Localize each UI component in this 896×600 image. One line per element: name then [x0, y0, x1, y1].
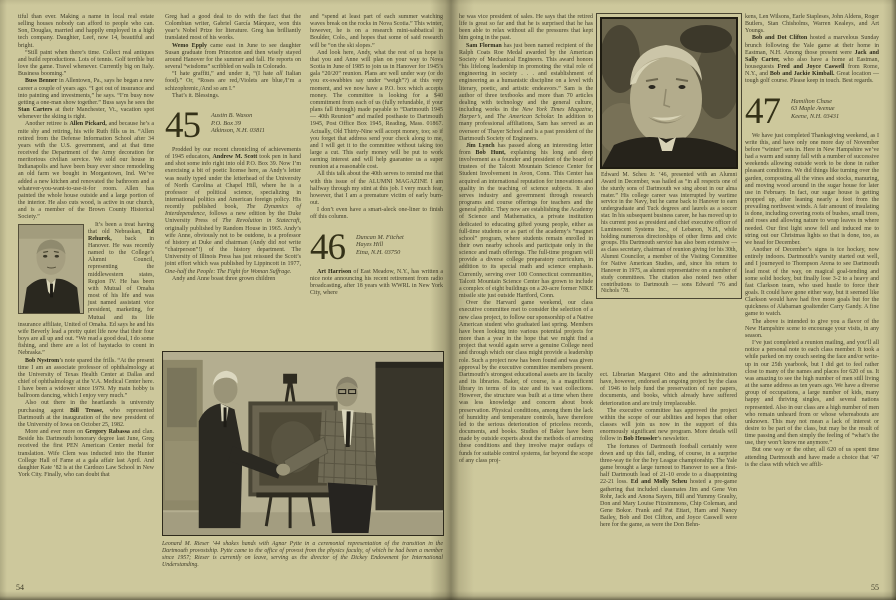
paragraph: Another of December’s signs is ice hockey, now entirely indoors. Dartmouth’s varsity started out well, and I journeyed to Thompson Arena to see Dartmouth lead most of the way, on magical goal-tending and some solid hockey, but finally lose 3-2 to a heavy and fast Clarkson team, who used hustle to force their goals. It could have gone either way, but it seemed like Clarkson would have had five more goals but for the quickness of Alabaman goaltender Carry Gandy. A fine game to watch. — [745, 247, 879, 318]
class44-notes-end — [165, 14, 301, 100]
left-page-number: 54 — [16, 583, 24, 592]
left-column-2 — [165, 14, 301, 344]
class-45-header — [165, 104, 301, 146]
paragraph: The fortunes of Dartmouth football certainly were down and up this fall, ending, of course, in a surprise three-way tie for the Ivy League championship. The Yale game brought a large turnout to Hanover to see a first-half Dartmouth lead of 21-10 erode to a disappointing 22-21 loss. Ed and Molly Scheu hosted a pre-game gathering that included classmates Jim and Gene Von Rohr, Jack and Anona Sayers, Bill and Yummy Graulty, Don and Mary Louise Fitzsimmons, Chip Coleman, and Gene Bokor. Frank and Pat Ettari, Ham and Nancy Bailey, Bob and Dot Clifton, and Joyce Caswell were here for the game, as were the Don Behn- — [600, 443, 737, 529]
paragraph: The executive committee has approved the project within the scope of our abilities and hopes that other classes will join us now in the support of this enormously significant new program. More details will follow in Bob Heussler’s newsletter. — [600, 407, 737, 443]
paragraph: Atkinson, N.H. 03811 — [211, 127, 265, 135]
class46-notes — [310, 269, 443, 298]
class44-notes-top — [18, 14, 154, 222]
paragraph: It’s been a treat having that old Nebraskan, Ed Rehurek, back in Hanover. He was recently named to the College’s Alumni Council, representing the middlewestern states, Region IV. He has been with Mutual of Omaha most of his life and was just named assistant vice president, marketing, for Mutual and its life insurance affiliate, United of Omaha. Ed says he and his wife Beverly lead a pretty quiet life now that their four boys are all up and out. “We read a good deal, I do some fishing, and there are a lot of haystacks to count in Nebraska.” — [18, 221, 154, 357]
paragraph: Etna, N.H. 03750 — [356, 249, 401, 257]
paragraph: “I hate graffiti,” and under it, “(I hate all Italian food).” Or, “Roses are red,/Violets are blue,/I’m a schizophrenic,/And so am I.” — [165, 71, 301, 92]
right-page-number: 55 — [871, 583, 879, 592]
class-46-numeral: 46 — [310, 226, 345, 268]
class-45-secretary-address — [211, 109, 265, 135]
paragraph: We have just completed Thanksgiving weekend, as I write this, and have only one more day of November before “winter” sets in. Here in New Hampshire we’ve had a warm and sunny fall with a number of successive weekends allowing outside work to be done in rather pleasant conditions. We did things like turning over the garden, composting all the vines and stocks, manuring, and moving wood around in the sugar house for later use in February. In fact, our sugar house is getting propped up, after leaning nearly a foot from the prevailing northwest winds. A fair amount of insulating is done, including covering roots of bushes, small trees, and roses and allowing nature to wrap leaves in where needed. Our first light snow fell and induced me to string out our Christmas lights so that is done, too, as we head for December. — [745, 132, 879, 246]
paragraph: tiful than ever. Making a name in local real estate selling houses nobody can afford to people who can. Son, Douglas, married and happily employed in a high tech company. Daughter, Leef, now 14, beautiful and bright. — [18, 14, 154, 49]
paragraph: That’s it. Blessings. — [172, 92, 220, 99]
paragraph: Greg had a good deal to do with the fact that the Colombian writer, Gabriel García Márquez, won this year’s Nobel Prize for literature. Greg has brilliantly translated most of his works. — [165, 14, 301, 42]
paragraph: Buss Benner in Allentown, Pa., says he began a new career a couple of years ago. “I got out of insurance and into painting and investments,” he says. “I’m busy now getting a one-man show together.” Buss says he sees the Stan Carters at their Manchester, Vt., vacation spot whenever the skiing is right. — [18, 78, 154, 121]
class-45-numeral: 45 — [165, 104, 200, 146]
paragraph: Over the Harvard game weekend, our class executive committee met to consider the selection of a new class project, to follow our sponsorship of a Native American student who graduated last spring. Members have been looking into various potential projects for more than a year in the hope that we might find a project that would again serve a genuine College need and through which our class might provide a leadership role. Such a project now has been found and was given approval by the executive committee members present. Dartmouth’s strongest educational assets are its faculty and its libraries. Baker, of course, is a magnificent library in terms of its size and its vast collections. However, the structure was built at a time when there was less knowledge and concern about book preservation. Physical conditions, among them the lack of humidity and temperature controls, have therefore led to the serious deterioration of priceless records, documents, and books. Studies of Baker have been made by outside experts about the methods of arresting these conditions and they involve major outlays of funds for suitable control systems, far beyond the scope of any class proj- — [459, 300, 593, 464]
paragraph: P.O. Box 39 — [211, 119, 241, 127]
right-column-3 — [745, 14, 879, 586]
paragraph: kens, Len Wilsons, Earle Stapleses, John Aldens, Roger Butlers, Stan Chisholms, Warren Kealeys, and Art Youngs. — [745, 14, 879, 35]
paragraph: Bob Nystrom’s note spared the frills. “At the present time I am an associate professor of ophthalmology at the University of Texas Health Center at Dallas and chief of ophthalmology at the V.A. Medical Center here. I have been a widower since 1979. My main hobby is ballroom dancing, which I enjoy very much.” — [18, 357, 154, 400]
paragraph: “Still paint when there’s time. Collect real antiques and build reproductions. Lots of tennis. Golf terrible but love the game. Travel whenever. Currently big on Italy. Business booming.” — [18, 49, 154, 78]
paragraph: More and ever more on Gregory Rabassa and clan. Beside his Dartmouth honorary degree last June, Greg received the first PEN American Center medal for translation. Wife Clem was inducted into the Hunter College Hall of Fame at a gala affair last April. And daughter Kate ’82 is at the Cardozo Law School in New York City. Finally, who can doubt that — [18, 429, 155, 478]
rehurek-portrait-photo — [18, 224, 84, 314]
paragraph: Another retiree is Allen Pickard, and because he’s a mite shy and retiring, his wife Ruth fills us in. “Allen retired from the Defense Information School after 34 years with the U.S. government, and at that time received the Department of the Army decoration for meritorious civilian service. We sold our house in Indianapolis and have been busy ever since remodeling an old farm we bought in Morgantown, Ind. We’ve added a new kitchen and renovated the bathroom and a whatever-you-want-to-use-it-for room. Allen has painted the whole house outside and a large portion of the interior. He also cuts wood, is active in our church, and is a member of the Brown County Historical Society.” — [18, 121, 155, 221]
paragraph: Andy and Anne boast three grown children — [172, 275, 276, 282]
paragraph: I’ve just completed a reunion mailing, and you’ll all notice a personal note to each class member. It took a while parked on my couch seeing the face and/or write-up in our 25th yearbook, but I did get to feel rather close to many of the names and places for 620 of us. It was amazing to see the high number of men still living at the same address as ten years ago. We have a diverse group of occupations, a large number of kids, many happy and thriving singles, and several nations represented. Also in our class are a high number of men who remain unheard from or whose whereabouts are unknown. This may not mean a lack of interest or desire to be part of the class, but may be the result of time passing and then simply the feeling of “what’s the use, they won’t know me anymore.” — [745, 340, 879, 447]
class45-notes — [165, 147, 301, 283]
class-47-secretary-address — [791, 95, 839, 121]
left-column-3 — [310, 14, 443, 344]
class-47-numeral: 47 — [745, 90, 780, 132]
class46-notes-library-project — [600, 372, 737, 529]
paragraph: Austin B. Wason — [211, 111, 253, 119]
scheu-portrait-photo — [600, 17, 738, 169]
right-column-1 — [459, 14, 593, 586]
paragraph: ect. Librarian Margaret Otto and the administration have, however, endorsed an ongoing project by the class of 1946 to help fund the preservation of rare papers, documents, and books, which already have suffered deterioration and are truly irreplaceable. — [600, 372, 737, 407]
class45-notes-continued — [310, 14, 443, 222]
paragraph: All this talk about the 40th serves to remind me that with this issue of the ALUMNI MAGAZINE I am halfway through my stint at this job. I very much fear, however, that I am a premature victim of early burn-out. — [310, 171, 443, 207]
scheu-award-caption: Edward M. Scheu Jr. ’46, presented with an Alumni Award in December, was hailed as “in all respects one of the sturdy sons of Dartmouth we sing about in our alma mater.” His college career was interrupted by wartime service in the Navy, but he came back to Hanover to earn undergraduate and Tuck degrees and laurels as a soccer star. In his subsequent business career, he has moved up to his current post as president and chief executive officer of Luminescent Systems Inc., of Lebanon, N.H., while holding numerous directorships of other firms and civic groups. His Dartmouth service has also been extensive — as class secretary, chairman of reunion giving for his 30th, Alumni Councilor, a member of the Visiting Committee for Native American Studies, and, since his return to Hanover in 1975, as alumni representative on a number of study committees. The citation also noted two other contributions to Dartmouth — sons Edward ’76 and Nichols ’78. — [601, 172, 737, 295]
class-46-header — [310, 226, 443, 268]
paragraph: Duncan M. Fitchet — [356, 233, 404, 241]
paragraph: Bob and Dot Clifton hosted a marvelous Sunday brunch following the Yale game at their home in Eastman, N.H. Among those present were Jack and Sally Carter, who also have a home at Eastman, houseguests Fred and Joyce Caswell from Rome, N.Y., and Bob and Jackie Kimball. Great location — tough golf course. Please keep in touch. Best regards. — [745, 35, 879, 85]
paragraph: Jim Lynch has passed along an interesting letter from Bob Hunt, explaining his long and deep involvement as a founder and president of the board of trustees of the Talcott Mountain Science Center for Student Involvement in Avon, Conn. This Center has acquired an international reputation for innovations and quality in the teaching of science subjects. It also serves industry and government through research programs and course offerings for teachers and the general public. They now are establishing the Academy of Science and Mathematics, a private institution dedicated to educating gifted young people, either as full-time students or as part of the academy’s “magnet school” program, where students remain enrolled in their own nearby schools and participate only in the science and math offerings. The full-time program will provide a diverse college preparatory curriculum, in addition to its special math and science emphasis. Currently, serving over 100 Connecticut communities, Talcott Mountain Science Center has grown to include a complex of eight buildings on a 20-acre former NIKE missile site just outside Hartford, Conn. — [459, 142, 593, 300]
paragraph: And look here, Andy, what the rest of us hope is that you and Anne will plan on your way to Nova Scotia in June of 1985 to join us in Hanover for 1945’s gala “20/20” reunion. Plans are well under way (or do you ex-swabbies say under “weigh”?) at this very moment, and we now have a P.O. box which accepts money. The committee is looking for a $40 commitment from each of us (fully refundable, if your plans fall through) made payable to “Dartmouth 1945 — 40th Reunion” and mailed posthaste to Dartmouth 1945, Post Office Box 1945, Reading, Mass. 01867. Actually, Old Thirty-Nine will accept money, too; so if you forget that address send your check along to me, and I will get it to the committee without taking too large a cut. This early money will be put to work earning interest and will help guarantee us a super reunion at a reasonable cost. — [310, 49, 443, 171]
class46-notes-end — [745, 14, 879, 86]
class-46-secretary-address — [356, 231, 404, 257]
left-column-1 — [18, 14, 154, 584]
paragraph: Also out there in the heartlands is university purchasing agent Bill Trease, who represented Dartmouth at the inauguration of the new president of the University of Iowa on October 25, 1982. — [18, 400, 155, 428]
paragraph: Art Harrison of East Meadow, N.Y., has written a nice note announcing his recent retirement from radio broadcasting, after 18 years with WWRL in New York City, where — [310, 268, 444, 296]
scheu-portrait-graphic — [602, 19, 736, 167]
right-column-2 — [600, 372, 737, 586]
paragraph: 63 Maple Avenue — [791, 105, 835, 113]
rieser-pytte-photo-graphic — [163, 352, 443, 535]
paragraph: Hamilton Chase — [791, 97, 833, 105]
paragraph: Sam Florman has just been named recipient of the Ralph Coats Roe Medal awarded by the American Society of Mechanical Engineers. This award honors “his lifelong leadership in promoting the vital role of engineering in society . . . and establishment of engineering as a humanistic discipline on a level with literary, poetic, and artistic endeavors.” Sam is the author of three textbooks and more than 70 articles dealing with technology and the general culture, including works in the New York Times Magazine, Harper’s, and The American Scholar. In addition to many professional affiliations, Sam has served as an overseer of Thayer School and is a past president of the Dartmouth Society of Engineers. — [459, 42, 594, 142]
class44-notes-wrap-block — [18, 222, 154, 480]
paragraph: and “spend at least part of each summer watching waves break on the rocks in Nova Scotia.” This winter, however, he is on a research mini-sabbatical in Boulder, Colo., and hopes that some of said research will be “on the ski slopes.” — [310, 14, 443, 49]
rehurek-portrait-graphic — [19, 225, 83, 313]
class46-notes-continued — [459, 14, 593, 465]
paragraph: Prodded by our recent chronicling of achievements of 1945 educators, Andrew M. Scott took pen in hand and shot some info right into old P.O. Box 39. Now I’m exercising a bit of poetic license here, as Andy’s letter was neatly typed under the letterhead of the University of North Carolina at Chapel Hill, where he is a professor of political science, specializing in international politics and American foreign policy. His recently published book, The Dynamics of Interdependence, follows a new edition by the Duke University Press of The Revolution in Statecraft, originally published by Random House in 1965. Andy’s wife Anne, obviously not to be outdone, is a professor of history at Duke and chairman (Andy did not write “chairperson”!) of the history department. The University of Illinois Press has just reissued the Scott’s joint effort which was published by Lippincott in 1977, One-half the People: The Fight for Woman Suffrage. — [165, 146, 301, 275]
paragraph: Keene, N.H. 03431 — [791, 113, 840, 121]
scheu-award-sidebar — [596, 13, 742, 299]
class-47-header — [745, 90, 879, 132]
paragraph: Hayes Hill — [356, 241, 384, 249]
paragraph: But one way or the other, all 620 of us spent time attending Dartmouth and have made a choice that ’47 is the class with which we affili- — [745, 447, 879, 468]
rieser-pytte-photo-caption: Leonard M. Rieser ’44 shakes hands with Agnar Pytte in a ceremonial representation of the transition in the Dartmouth provostship. Pytte came to the office of provost from the physics faculty, of which he had been a member since 1957; Rieser is currently on leave, serving as the director of the Dickey Endowment for International Understanding. — [162, 541, 443, 568]
class47-notes — [745, 133, 879, 469]
paragraph: I don’t even have a smart-aleck one-liner to finish off this column. — [310, 207, 443, 221]
paragraph: Wemo Epply came east in June to see daughter Susan graduate from Princeton and then wisely stayed around Hanover for the summer and fall. He reports on several “wisdoms” scribbled on walls in Colorado. — [165, 42, 301, 71]
paragraph: he was vice president of sales. He says that the retired life is great so far and that he is surprised that he has been able to relax without all the pressures that kept him going in the past. — [459, 14, 593, 42]
paragraph: The above is intended to give you a flavor of the New Hampshire scene to encourage your visits, in any season. — [745, 318, 879, 339]
rieser-pytte-handshake-photo — [162, 351, 444, 536]
